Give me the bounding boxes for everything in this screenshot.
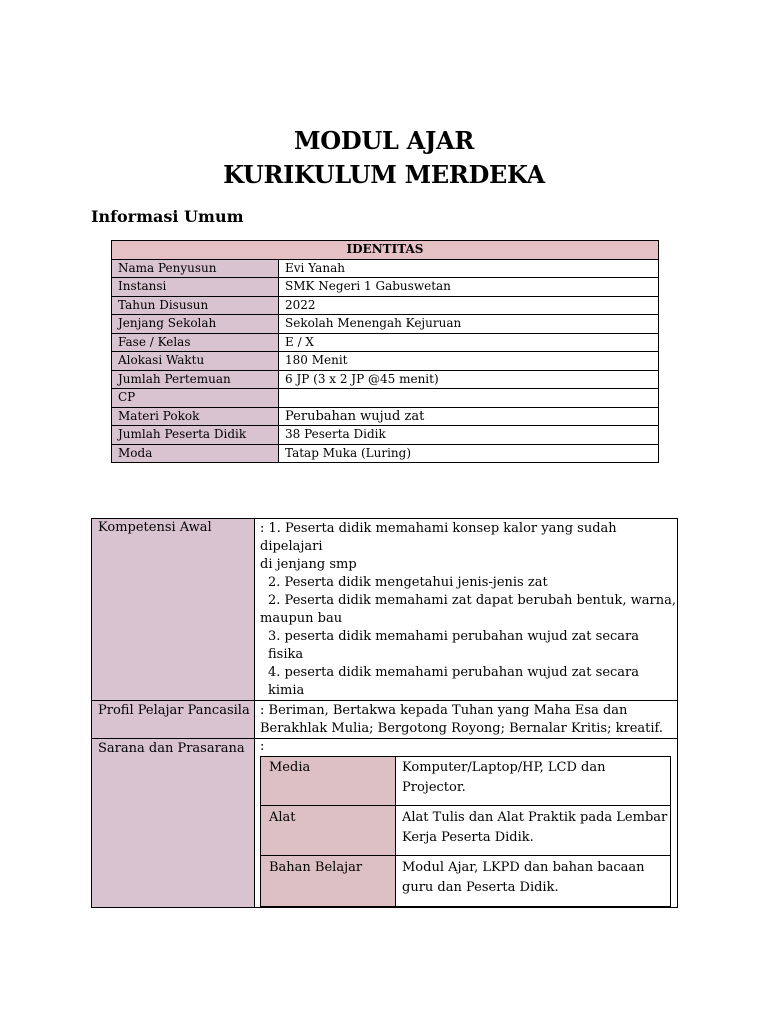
identitas-header-row — [112, 241, 659, 260]
row-value: 180 Menit — [279, 352, 659, 371]
table-row — [112, 389, 659, 408]
row-label: Jenjang Sekolah — [112, 315, 279, 334]
table-row — [112, 426, 659, 445]
table-row — [112, 444, 659, 463]
sarana-inner-table — [260, 756, 671, 907]
document-title-line-2: KURIKULUM MERDEKA — [223, 160, 545, 189]
table-row — [112, 407, 659, 426]
profil-label: Profil Pelajar Pancasila — [92, 701, 255, 739]
row-value: Tatap Muka (Luring) — [279, 444, 659, 463]
alat-line: Kerja Peserta Didik. — [402, 830, 534, 845]
alat-label: Alat — [261, 806, 396, 856]
bahan-belajar-value — [396, 856, 671, 907]
identitas-table — [111, 240, 659, 463]
kompetensi-awal-row — [92, 519, 678, 701]
table-row — [261, 757, 671, 806]
table-row — [112, 278, 659, 297]
row-label: Alokasi Waktu — [112, 352, 279, 371]
sarana-row — [92, 739, 678, 908]
kompetensi-line: 3. peserta didik memahami perubahan wujud zat secara fisika — [268, 629, 640, 662]
alat-value — [396, 806, 671, 856]
profil-content — [255, 701, 678, 739]
row-label: Jumlah Pertemuan — [112, 370, 279, 389]
bahan-line: Modul Ajar, LKPD dan bahan bacaan — [402, 860, 645, 875]
bahan-belajar-label: Bahan Belajar — [261, 856, 396, 907]
sarana-content — [255, 739, 678, 908]
kompetensi-awal-content — [255, 519, 678, 701]
media-value — [396, 757, 671, 806]
row-label: Moda — [112, 444, 279, 463]
bahan-line: guru dan Peserta Didik. — [402, 880, 559, 895]
table-row — [112, 352, 659, 371]
kompetensi-line: di jenjang smp — [260, 557, 357, 572]
table-row — [112, 370, 659, 389]
row-value: Sekolah Menengah Kejuruan — [279, 315, 659, 334]
row-value: Evi Yanah — [279, 259, 659, 278]
table-row — [112, 315, 659, 334]
row-value: 2022 — [279, 296, 659, 315]
alat-line: Alat Tulis dan Alat Praktik pada Lembar — [402, 810, 668, 825]
media-line: Komputer/Laptop/HP, LCD dan — [402, 760, 606, 775]
row-label: CP — [112, 389, 279, 408]
kompetensi-line: 4. peserta didik memahami perubahan wujud zat secara kimia — [268, 665, 640, 698]
identitas-header: IDENTITAS — [112, 241, 659, 260]
row-label: Fase / Kelas — [112, 333, 279, 352]
table-row — [261, 806, 671, 856]
row-label: Materi Pokok — [112, 407, 279, 426]
table-row — [261, 856, 671, 907]
media-label: Media — [261, 757, 396, 806]
table-row — [112, 259, 659, 278]
document-title-line-1: MODUL AJAR — [294, 126, 474, 155]
row-label: Jumlah Peserta Didik — [112, 426, 279, 445]
kompetensi-awal-label: Kompetensi Awal — [92, 519, 255, 701]
table-row — [112, 333, 659, 352]
row-value: SMK Negeri 1 Gabuswetan — [279, 278, 659, 297]
row-label: Instansi — [112, 278, 279, 297]
kompetensi-line: 2. Peserta didik mengetahui jenis-jenis zat — [268, 575, 548, 590]
row-label: Nama Penyusun — [112, 259, 279, 278]
sarana-colon: : — [260, 739, 265, 754]
table-row — [112, 296, 659, 315]
row-value — [279, 389, 659, 408]
row-label: Tahun Disusun — [112, 296, 279, 315]
section-heading-informasi-umum: Informasi Umum — [91, 207, 244, 226]
row-value: 38 Peserta Didik — [279, 426, 659, 445]
profil-line: Berakhlak Mulia; Bergotong Royong; Bernalar Kritis; kreatif. — [260, 721, 664, 736]
kompetensi-line: maupun bau — [260, 611, 343, 626]
row-value: Perubahan wujud zat — [279, 407, 659, 426]
kompetensi-table — [91, 518, 678, 908]
profil-row — [92, 701, 678, 739]
profil-line: : Beriman, Bertakwa kepada Tuhan yang Maha Esa dan — [260, 703, 628, 718]
media-line: Projector. — [402, 780, 466, 795]
kompetensi-line: 2. Peserta didik memahami zat dapat berubah bentuk, warna, — [268, 593, 676, 608]
row-value: E / X — [279, 333, 659, 352]
sarana-label: Sarana dan Prasarana — [92, 739, 255, 908]
kompetensi-line: : 1. Peserta didik memahami konsep kalor yang sudah dipelajari — [260, 521, 617, 554]
row-value: 6 JP (3 x 2 JP @45 menit) — [279, 370, 659, 389]
